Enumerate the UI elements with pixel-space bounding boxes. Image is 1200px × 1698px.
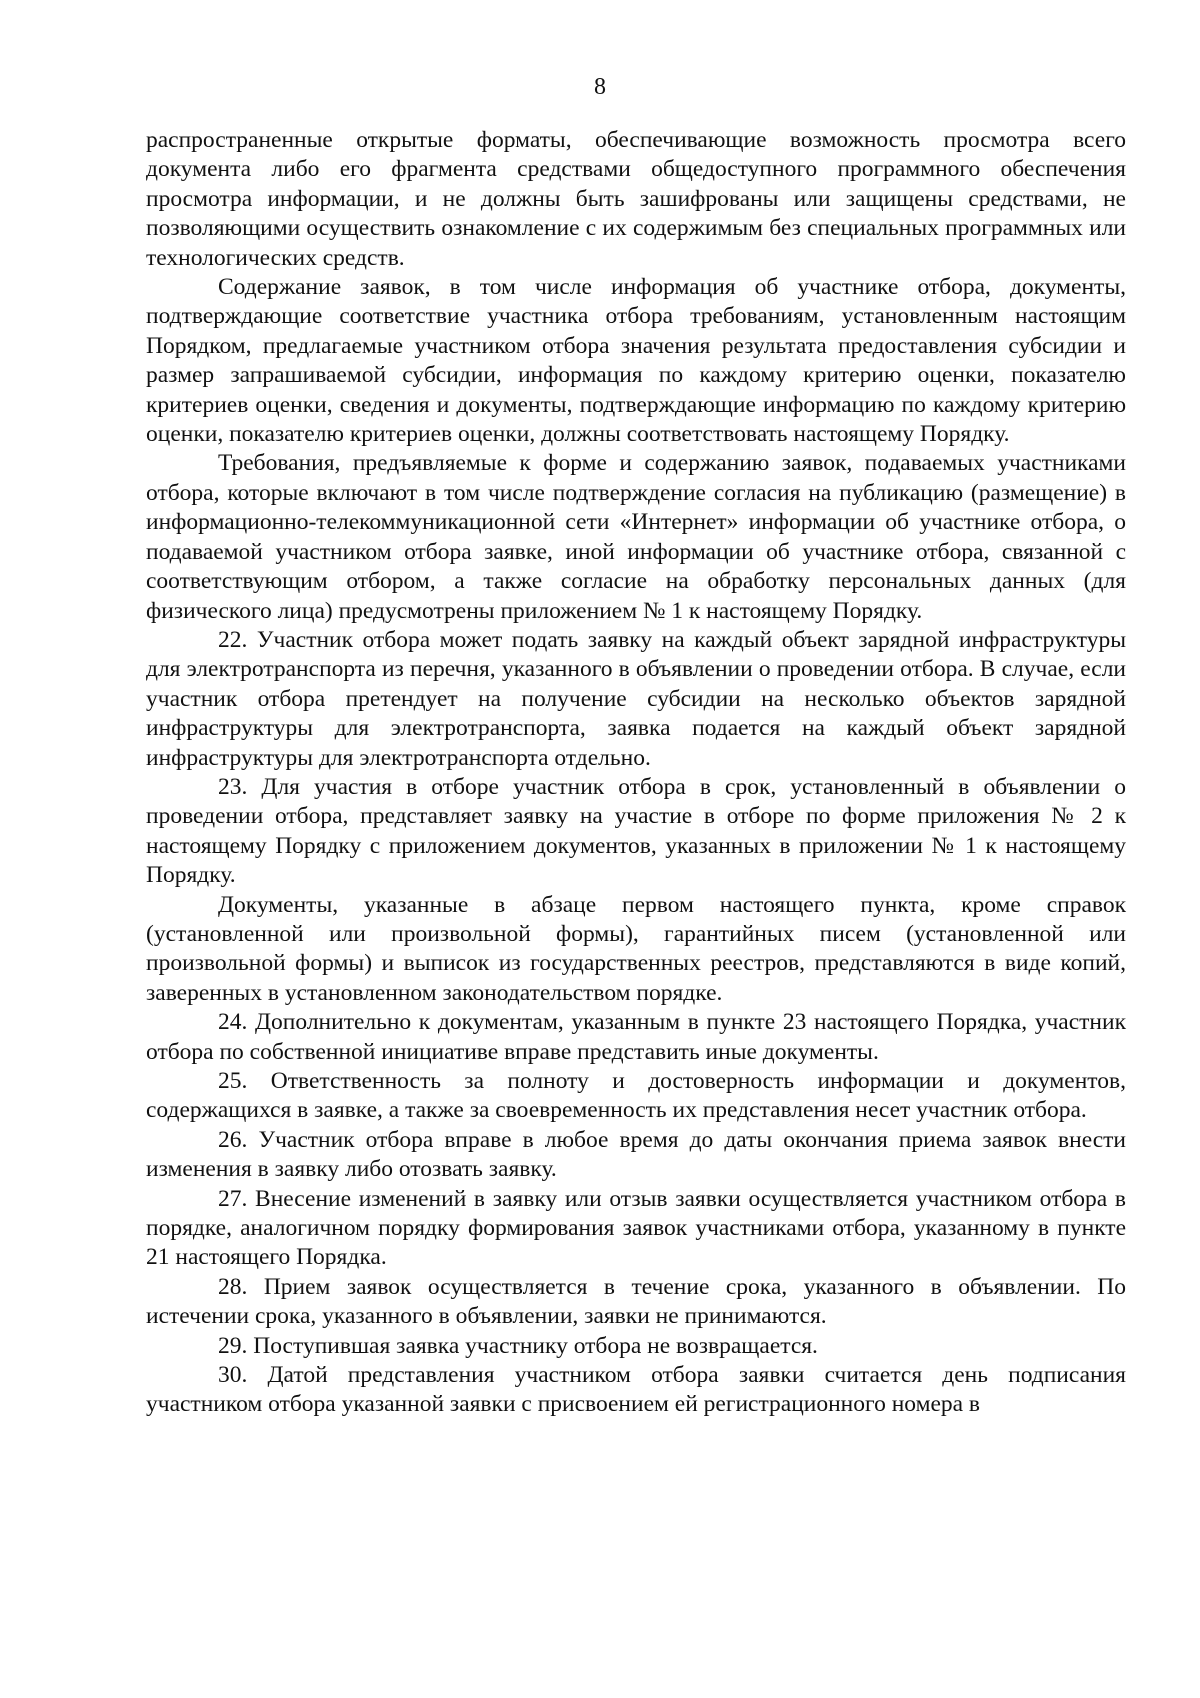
document-body — [146, 126, 1126, 1420]
page-number: 8 — [594, 74, 606, 100]
paragraph-application-content: Содержание заявок, в том числе информация об участнике отбора, документы, подтверждающие соответствие участника отбора требованиям, установленным настоящим Порядком, предлагаемые участником отбора значения результата предоставления субсидии и размер запрашиваемой субсидии, информация по каждому критерию оценки, показателю критериев оценки, сведения и документы, подтверждающие информацию по каждому критерию оценки, показателю критериев оценки, должны соответствовать настоящему Порядку. — [146, 274, 1126, 448]
paragraph-item-23-documents: Документы, указанные в абзаце первом настоящего пункта, кроме справок (установленной или произвольной формы), гарантийных писем (установленной или произвольной формы) и выписок из государственных реестров, представляются в виде копий, заверенных в установленном законодательством порядке. — [146, 891, 1126, 1006]
paragraph-continuation: распространенные открытые форматы, обеспечивающие возможность просмотра всего документа либо его фрагмента средствами общедоступного программного обеспечения просмотра информации, и не должны быть зашифрованы или защищены средствами, не позволяющими осуществить ознакомление с их содержимым без специальных программных или технологических средств. — [146, 127, 1126, 271]
paragraph-item-26: 26. Участник отбора вправе в любое время до даты окончания приема заявок внести изменения в заявку либо отозвать заявку. — [146, 1126, 1126, 1183]
paragraph-item-23: 23. Для участия в отборе участник отбора в срок, установленный в объявлении о проведении отбора, представляет заявку на участие в отборе по форме приложения № 2 к настоящему Порядку с приложением документов, указанных в приложении № 1 к настоящему Порядку. — [146, 773, 1126, 889]
paragraph-item-28: 28. Прием заявок осуществляется в течение срока, указанного в объявлении. По истечении срока, указанного в объявлении, заявки не принимаются. — [146, 1273, 1126, 1330]
paragraph-item-29: 29. Поступившая заявка участнику отбора не возвращается. — [218, 1332, 818, 1359]
paragraph-item-24: 24. Дополнительно к документам, указанным в пункте 23 настоящего Порядка, участник отбора по собственной инициативе вправе представить иные документы. — [146, 1009, 1126, 1065]
paragraph-item-22: 22. Участник отбора может подать заявку на каждый объект зарядной инфраструктуры для электротранспорта из перечня, указанного в объявлении о проведении отбора. В случае, если участник отбора претендует на получение субсидии на несколько объектов зарядной инфраструктуры для электротранспорта, заявка подается на каждый объект зарядной инфраструктуры для электротранспорта отдельно. — [146, 626, 1126, 771]
paragraph-item-25: 25. Ответственность за полноту и достоверность информации и документов, содержащихся в заявке, а также за своевременность их представления несет участник отбора. — [146, 1068, 1126, 1124]
paragraph-item-30: 30. Датой представления участником отбора заявки считается день подписания участником отбора указанной заявки с присвоением ей регистрационного номера в — [146, 1362, 1126, 1418]
paragraph-application-requirements: Требования, предъявляемые к форме и содержанию заявок, подаваемых участниками отбора, которые включают в том числе подтверждение согласия на публикацию (размещение) в информационно-телекоммуникационной сети «Интернет» информации об участнике отбора, о подаваемой участником отбора заявке, иной информации об участнике отбора, связанной с соответствующим отбором, а также согласие на обработку персональных данных (для физического лица) предусмотрены приложением № 1 к настоящему Порядку. — [146, 450, 1126, 624]
paragraph-item-27: 27. Внесение изменений в заявку или отзыв заявки осуществляется участником отбора в порядке, аналогичном порядку формирования заявок участниками отбора, указанному в пункте 21 настоящего Порядка. — [146, 1185, 1126, 1271]
